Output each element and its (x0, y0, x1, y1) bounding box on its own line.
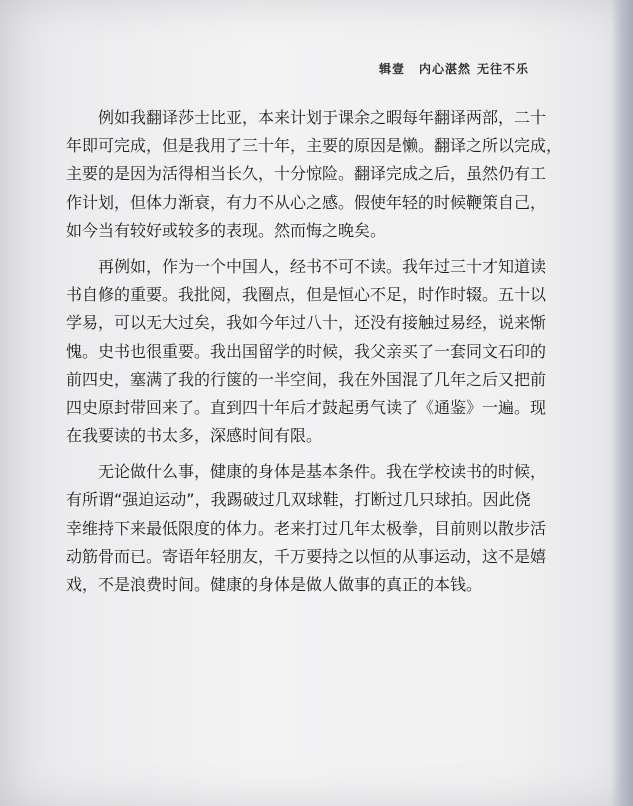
page-body-text (66, 104, 566, 607)
text-line: 幸维持下来最低限度的体力。老来打过几年太极拳，目前则以散步活 (66, 518, 547, 538)
text-line: 四史原封带回来了。直到四十年后才鼓起勇气读了《通鉴》一遍。现 (66, 397, 547, 417)
paragraph-2 (66, 253, 566, 450)
page-edge-shadow (611, 0, 633, 806)
text-line: 学易，可以无大过矣，我如今年过八十，还没有接触过易经，说来惭 (66, 313, 547, 333)
text-line: 主要的是因为活得相当长久，十分惊险。翻译完成之后，虽然仍有工 (66, 164, 547, 184)
text-line: 动筋骨而已。寄语年轻朋友，千万要持之以恒的从事运动，这不是嬉 (66, 546, 547, 566)
text-line: 年即可完成，但是我用了三十年，主要的原因是懒。翻译之所以完成， (66, 136, 563, 156)
text-line: 无论做什么事，健康的身体是基本条件。我在学校读书的时候， (98, 462, 547, 482)
text-line: 在我要读的书太多，深感时间有限。 (66, 426, 323, 446)
text-line: 作计划，但体力渐衰，有力不从心之感。假使年轻的时候鞭策自己， (66, 192, 547, 212)
text-line: 如今当有较好或较多的表现。然而悔之晚矣。 (66, 220, 387, 240)
text-line: 例如我翻译莎士比亚，本来计划于课余之暇每年翻译两部，二十 (98, 108, 547, 127)
text-line: 愧。史书也很重要。我出国留学的时候，我父亲买了一套同文石印的 (66, 341, 547, 361)
text-line: 前四史，塞满了我的行箧的一半空间，我在外国混了几年之后又把前 (66, 369, 547, 389)
text-line: 再例如，作为一个中国人，经书不可不读。我年过三十才知道读 (98, 256, 547, 276)
text-line: 书自修的重要。我批阅，我圈点，但是恒心不足，时作时辍。五十以 (66, 285, 547, 305)
text-line: 有所谓“强迫运动”，我踢破过几双球鞋，打断过几只球拍。因此侥 (66, 490, 531, 510)
paragraph-3 (66, 458, 566, 599)
paragraph-1 (66, 104, 566, 245)
running-head (379, 60, 529, 77)
running-head-title-b: 无往不乐 (476, 62, 529, 76)
running-head-chapter: 辑壹 (378, 62, 405, 76)
running-head-title-a: 内心湛然 (418, 62, 471, 76)
text-line: 戏，不是浪费时间。健康的身体是做人做事的真正的本钱。 (66, 575, 483, 594)
